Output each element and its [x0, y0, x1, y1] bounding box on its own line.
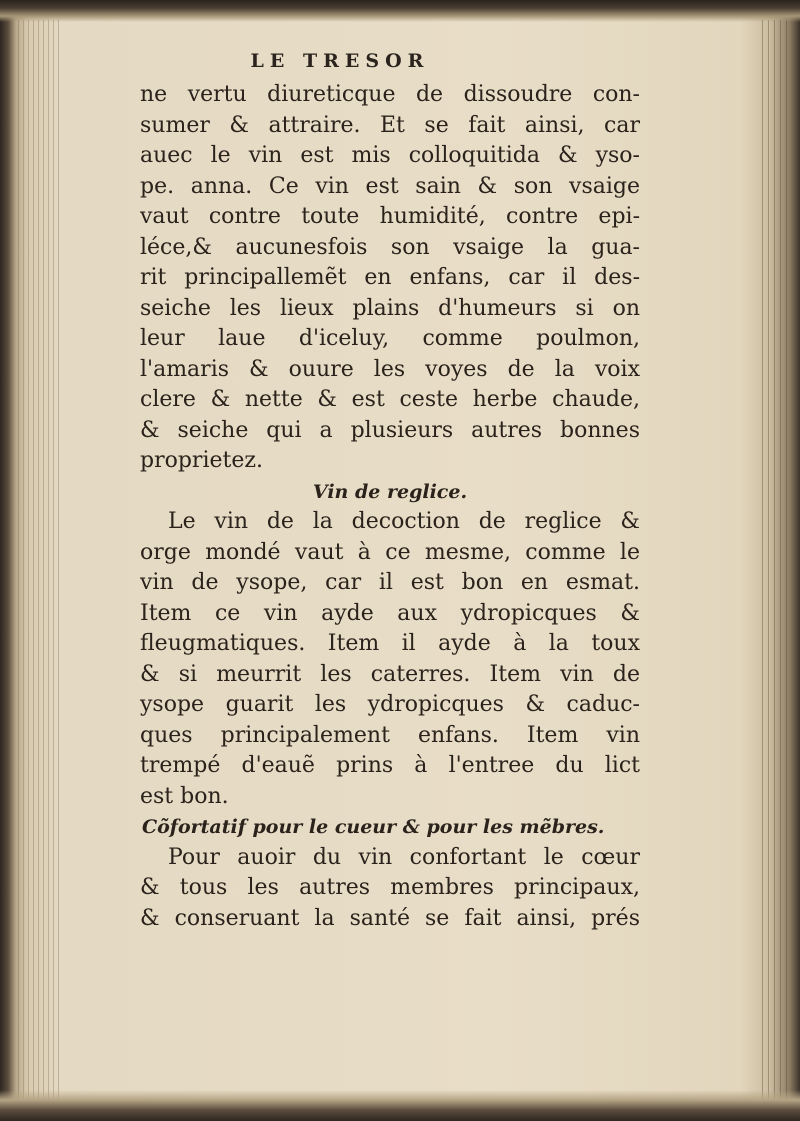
- text-line: ne vertu diureticque de dissoudre con-: [140, 82, 640, 107]
- right-page-edges: [762, 20, 792, 1100]
- text-line: Pour auoir du vin confortant le cœur: [168, 844, 640, 870]
- text-line: Le vin de la decoction de reglice &: [168, 509, 640, 534]
- text-line: l'amaris & ouure les voyes de la voix: [140, 356, 640, 382]
- section-heading-vin-de-reglice: Vin de reglice.: [312, 480, 468, 503]
- text-line: sumer & attraire. Et se fait ainsi, car: [140, 112, 640, 138]
- section-heading-confortatif: Cõfortatif pour le cueur & pour les mẽbres.: [142, 816, 605, 838]
- text-line: fleugmatiques. Item il ayde à la toux: [140, 631, 640, 656]
- text-line: orge mondé vaut à ce mesme, comme le: [140, 539, 640, 565]
- text-line: & conseruant la santé se fait ainsi, prés: [140, 905, 640, 931]
- text-line: clere & nette & est ceste herbe chaude,: [140, 387, 640, 412]
- page-text: [140, 80, 640, 934]
- bottom-edge: [0, 1090, 800, 1121]
- text-line: rit principallemẽt en enfans, car il des-: [140, 265, 640, 290]
- text-line: est bon.: [140, 783, 229, 809]
- paragraph-1: [140, 80, 640, 477]
- text-line: léce,& aucunesfois son vsaige la gua-: [140, 234, 640, 260]
- text-line: auec le vin est mis colloquitida & yso-: [140, 143, 640, 168]
- text-line: ysope guarit les ydropicques & caduc-: [140, 692, 640, 717]
- paragraph-3: [140, 843, 640, 935]
- text-line: vaut contre toute humidité, contre epi-: [140, 204, 640, 229]
- text-line: trempé d'eauẽ prins à l'entree du lict: [140, 753, 640, 778]
- text-line: Item ce vin ayde aux ydropicques &: [140, 600, 640, 626]
- text-line: & si meurrit les caterres. Item vin de: [140, 661, 640, 687]
- text-line: seiche les lieux plains d'humeurs si on: [140, 295, 640, 321]
- text-line: ques principalement enfans. Item vin: [140, 722, 640, 748]
- paragraph-2: [140, 507, 640, 812]
- left-page-edges: [18, 20, 62, 1105]
- text-line: vin de ysope, car il est bon en esmat.: [140, 570, 640, 595]
- text-line: pe. anna. Ce vin est sain & son vsaige: [140, 173, 640, 199]
- text-line: & seiche qui a plusieurs autres bonnes: [140, 417, 640, 443]
- text-line: leur laue d'iceluy, comme poulmon,: [140, 326, 640, 351]
- text-line: & tous les autres membres principaux,: [140, 875, 640, 900]
- text-line: proprietez.: [140, 448, 263, 473]
- top-edge: [0, 0, 800, 22]
- running-title: LE TRESOR: [250, 50, 430, 72]
